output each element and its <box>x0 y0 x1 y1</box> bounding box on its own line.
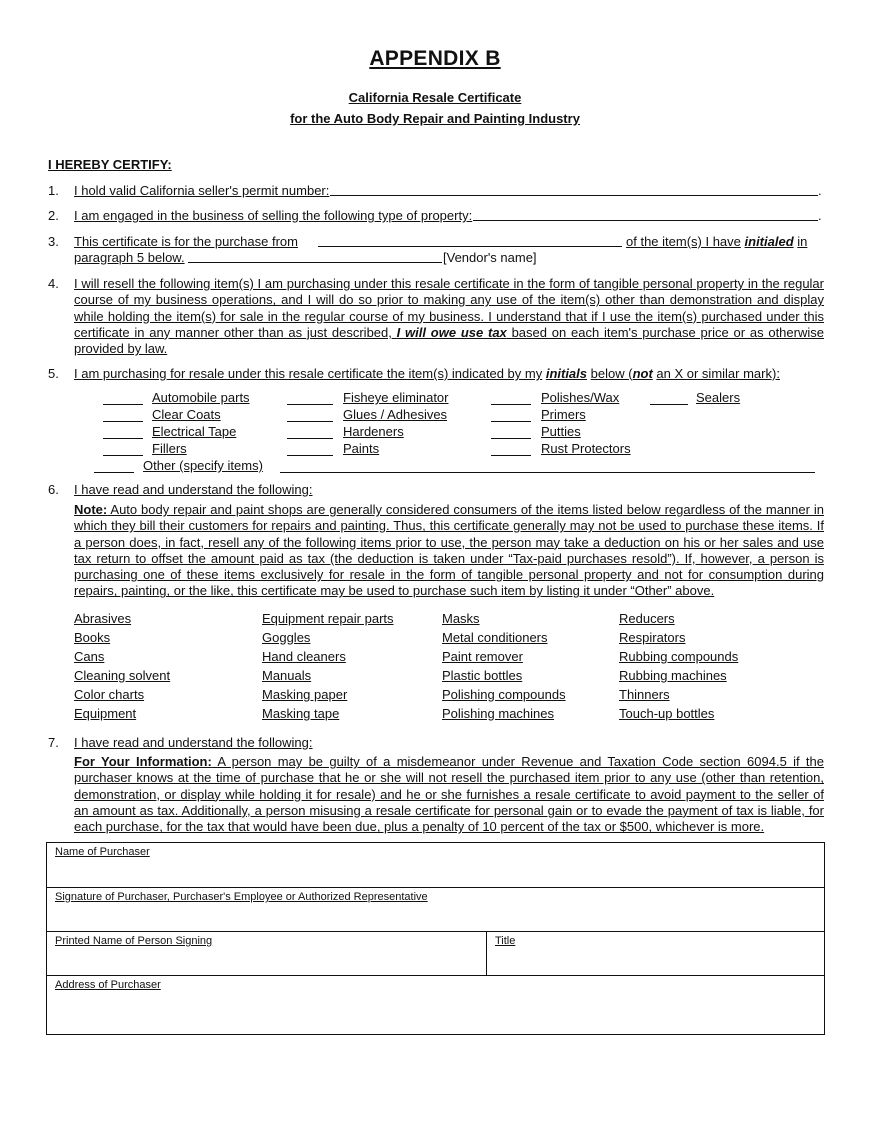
list-item: Goggles <box>262 630 311 645</box>
section-1-number: 1. <box>48 183 59 198</box>
printed-name-label: Printed Name of Person Signing <box>55 935 213 947</box>
section-3-text-b: of the item(s) I have initialed in <box>626 234 808 249</box>
initial-blank-polishes-wax[interactable] <box>491 404 531 405</box>
list-item: Respirators <box>619 630 686 645</box>
name-of-purchaser-field[interactable] <box>47 843 824 888</box>
initial-blank-fisheye-eliminator[interactable] <box>287 404 333 405</box>
item-clear-coats: Clear Coats <box>152 407 221 422</box>
initial-blank-putties[interactable] <box>491 438 531 439</box>
list-item: Plastic bottles <box>442 668 523 683</box>
initial-blank-hardeners[interactable] <box>287 438 333 439</box>
section-2-period: . <box>818 208 822 223</box>
list-item: Hand cleaners <box>262 649 346 664</box>
item-electrical-tape: Electrical Tape <box>152 424 237 439</box>
list-item: Metal conditioners <box>442 630 548 645</box>
item-primers: Primers <box>541 407 586 422</box>
list-item: Thinners <box>619 687 670 702</box>
section-6-note: Note: Auto body repair and paint shops are generally considered consumers of the items listed below regardless of the manner in which they bill their customers for repairs and painting. Thus, this certificate generally may not be used to purchase these items. If a person does, in fact, resell any of the following items prior to use, the person may take a deduction on his or her sales and use tax return to offset the amount paid as tax (the deduction is taken under “Tax-paid purchases resold”). If, however, a person is purchasing one of these items exclusively for resale in the form of tangible personal property and not for consumption during repairs, painting, or the like, this certificate may be used to purchase such item by listing it under “Other” above. <box>74 502 824 599</box>
list-item: Masks <box>442 611 480 626</box>
property-type-field[interactable] <box>473 220 818 221</box>
purchaser-form <box>46 842 825 1035</box>
initial-blank-clear-coats[interactable] <box>103 421 143 422</box>
section-7-info: For Your Information: A person may be guilty of a misdemeanor under Revenue and Taxation Code section 6094.5 if the purchaser knows at the time of purchase that he or she will not resell the purchased item prior to any use (other than retention, demonstration, or display while holding it for resale) and he or she furnishes a resale certificate to avoid payment to the seller of an amount as tax. Additionally, a person misusing a resale certificate for personal gain or to evade the payment of tax is liable, for each purchase, for the tax that would have been due, plus a penalty of 10 percent of the tax or $500, whichever is more. <box>74 754 824 835</box>
address-label: Address of Purchaser <box>55 979 161 991</box>
section-5-number: 5. <box>48 366 59 381</box>
section-7-number: 7. <box>48 735 59 750</box>
section-4-number: 4. <box>48 276 59 291</box>
list-item: Touch-up bottles <box>619 706 715 721</box>
item-polishes-wax: Polishes/Wax <box>541 390 620 405</box>
list-item: Cans <box>74 649 105 664</box>
item-other: Other (specify items) <box>143 458 263 473</box>
certificate-subtitle: for the Auto Body Repair and Painting Industry <box>290 111 580 126</box>
item-automobile-parts: Automobile parts <box>152 390 250 405</box>
vendor-name-label: [Vendor's name] <box>443 250 537 265</box>
item-glues-adhesives: Glues / Adhesives <box>343 407 448 422</box>
list-item: Polishing compounds <box>442 687 566 702</box>
list-item: Books <box>74 630 111 645</box>
item-paints: Paints <box>343 441 380 456</box>
list-item: Masking tape <box>262 706 340 721</box>
list-item: Manuals <box>262 668 312 683</box>
list-item: Reducers <box>619 611 675 626</box>
list-item: Polishing machines <box>442 706 555 721</box>
section-3-underline <box>188 262 442 263</box>
section-4-paragraph: I will resell the following item(s) I am purchasing under this resale certificate in the form of tangible personal property in the regular course of my business operations, and I will do so prior to making any use of the item(s) other than demonstration and display while holding the item(s) for sale in the regular course of my business. I understand that if I use the item(s) purchased under this certificate in any manner other than as just described, I will owe use tax based on each item's purchase price or as otherwise provided by law. <box>74 276 824 357</box>
item-sealers: Sealers <box>696 390 741 405</box>
initial-blank-automobile-parts[interactable] <box>103 404 143 405</box>
address-field[interactable] <box>47 976 824 1034</box>
permit-number-field[interactable] <box>330 195 818 196</box>
title-field[interactable] <box>487 932 824 976</box>
initial-blank-sealers[interactable] <box>650 404 688 405</box>
initial-blank-electrical-tape[interactable] <box>103 438 143 439</box>
certify-heading: I HEREBY CERTIFY: <box>48 157 172 172</box>
initial-blank-rust-protectors[interactable] <box>491 455 531 456</box>
section-3-text-d: paragraph 5 below. <box>74 250 185 265</box>
page-title: APPENDIX B <box>369 47 501 70</box>
list-item: Equipment repair parts <box>262 611 394 626</box>
initial-blank-paints[interactable] <box>287 455 333 456</box>
section-3-text: This certificate is for the purchase from <box>74 234 298 249</box>
item-hardeners: Hardeners <box>343 424 404 439</box>
other-items-field[interactable] <box>280 472 815 473</box>
section-1-period: . <box>818 183 822 198</box>
section-2-text: I am engaged in the business of selling the following type of property: <box>74 208 473 223</box>
item-rust-protectors: Rust Protectors <box>541 441 631 456</box>
initial-blank-primers[interactable] <box>491 421 531 422</box>
list-item: Rubbing compounds <box>619 649 739 664</box>
vendor-name-field[interactable] <box>318 246 622 247</box>
item-fillers: Fillers <box>152 441 187 456</box>
list-item: Color charts <box>74 687 145 702</box>
title-label: Title <box>495 935 516 947</box>
initial-blank-glues-adhesives[interactable] <box>287 421 333 422</box>
list-item: Masking paper <box>262 687 348 702</box>
list-item: Paint remover <box>442 649 523 664</box>
section-1-text: I hold valid California seller's permit number: <box>74 183 330 198</box>
initial-blank-other[interactable] <box>94 472 134 473</box>
section-2-number: 2. <box>48 208 59 223</box>
name-of-purchaser-label: Name of Purchaser <box>55 846 150 858</box>
printed-name-field[interactable] <box>47 932 487 976</box>
section-5-text: I am purchasing for resale under this resale certificate the item(s) indicated by my initials below (not an X or similar mark): <box>74 366 780 381</box>
section-3-number: 3. <box>48 234 59 249</box>
item-putties: Putties <box>541 424 581 439</box>
section-7-intro: I have read and understand the following: <box>74 735 313 750</box>
signature-label: Signature of Purchaser, Purchaser's Employee or Authorized Representative <box>55 891 428 903</box>
signature-field[interactable] <box>47 888 824 932</box>
section-6-number: 6. <box>48 482 59 497</box>
item-fisheye-eliminator: Fisheye eliminator <box>343 390 449 405</box>
certificate-title: California Resale Certificate <box>348 90 522 105</box>
section-6-intro: I have read and understand the following: <box>74 482 313 497</box>
list-item: Cleaning solvent <box>74 668 171 683</box>
list-item: Equipment <box>74 706 137 721</box>
initial-blank-fillers[interactable] <box>103 455 143 456</box>
list-item: Rubbing machines <box>619 668 727 683</box>
list-item: Abrasives <box>74 611 132 626</box>
